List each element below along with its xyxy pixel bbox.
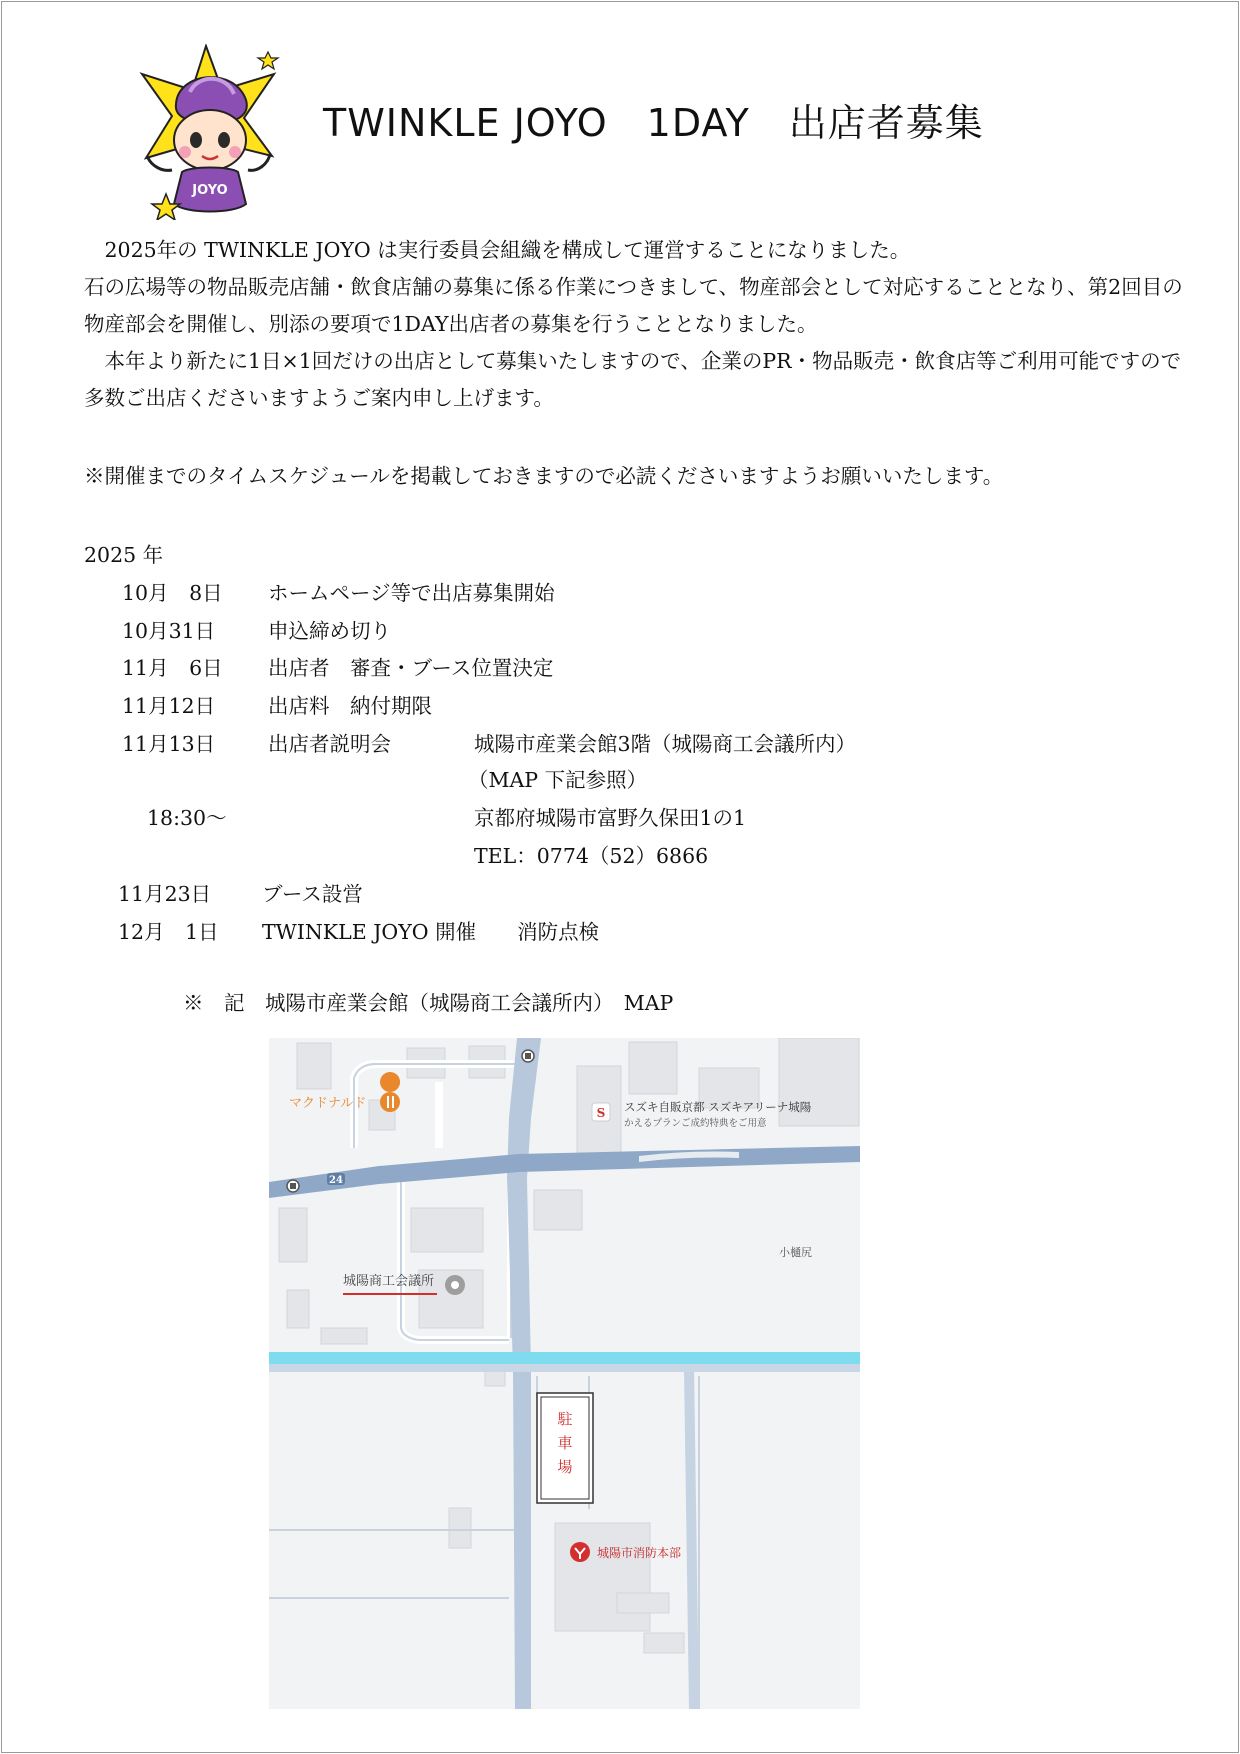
- mcdonalds-label: マクドナルド: [289, 1096, 367, 1111]
- schedule-note: ※開催までのタイムスケジュールを掲載しておきますので必読くださいますようお願いいたします。: [84, 464, 1004, 488]
- briefing-venue: 城陽市産業会館3階（城陽商工会議所内）: [474, 732, 857, 756]
- schedule-event-4: 出店料 納付期限: [268, 694, 432, 718]
- parking-char-1: 駐: [557, 1410, 573, 1428]
- bus-stop-icon: [287, 1180, 299, 1192]
- schedule-year: 2025 年: [84, 543, 164, 567]
- schedule-event-2: 申込締め切り: [268, 619, 391, 643]
- schedule-date-7: 12月 1日: [118, 920, 219, 944]
- schedule-event-6: ブース設営: [262, 882, 363, 906]
- intro-paragraph-3: 本年より新たに1日×1回だけの出店として募集いたしますので、企業のPR・物品販売・飲食店等ご利用可能ですので多数ご出店くださいますようご案内申し上げます。: [84, 349, 1182, 410]
- page-title: TWINKLE JOYO 1DAY 出店者募集: [323, 101, 984, 145]
- fire-department-label: 城陽市消防本部: [597, 1546, 682, 1560]
- schedule-event-5: 出店者説明会: [268, 732, 391, 756]
- fire-department-icon: [570, 1542, 590, 1562]
- schedule-event-1: ホームページ等で出店募集開始: [268, 581, 555, 605]
- briefing-time: 18:30～: [147, 806, 227, 830]
- district-label: 小樋尻: [779, 1246, 812, 1259]
- schedule-date-4: 11月12日: [122, 694, 216, 718]
- suzuki-label: スズキ自販京都 スズキアリーナ城陽: [624, 1100, 812, 1114]
- suzuki-sublabel: かえるプランご成約特典をご用意: [624, 1118, 767, 1129]
- intro-paragraph-1: 2025年の TWINKLE JOYO は実行委員会組織を構成して運営することになりました。: [84, 238, 911, 262]
- parking-char-2: 車: [557, 1434, 573, 1452]
- mascot-logo-text: JOYO: [192, 183, 228, 198]
- route-number: 24: [329, 1175, 343, 1186]
- schedule-date-5: 11月13日: [122, 732, 216, 756]
- intro-text: [84, 232, 1184, 417]
- svg-text:S: S: [596, 1106, 606, 1120]
- chamber-location-pin-icon: [445, 1275, 465, 1295]
- briefing-tel: TEL：0774（52）6866: [474, 844, 709, 868]
- suzuki-shop-icon: [592, 1103, 610, 1121]
- map-caption: ※ 記 城陽市産業会館（城陽商工会議所内） MAP: [183, 991, 674, 1015]
- schedule-event-7: TWINKLE JOYO 開催 消防点検: [262, 920, 600, 944]
- schedule-date-6: 11月23日: [118, 882, 212, 906]
- chamber-label: 城陽商工会議所: [343, 1274, 435, 1289]
- briefing-map-ref: （MAP 下記参照）: [468, 768, 648, 792]
- venue-map: [269, 1038, 860, 1709]
- briefing-address: 京都府城陽市富野久保田1の1: [474, 806, 747, 830]
- intro-paragraph-2: 石の広場等の物品販売店舗・飲食店舗の募集に係る作業につきまして、物産部会として対応することとなり、第2回目の物産部会を開催し、別添の要項で1DAY出店者の募集を行うこととなりました。: [84, 275, 1183, 336]
- bus-stop-icon: [522, 1050, 534, 1062]
- schedule-date-2: 10月31日: [122, 619, 216, 643]
- schedule-date-3: 11月 6日: [122, 656, 223, 680]
- schedule-event-3: 出店者 審査・ブース位置決定: [268, 656, 554, 680]
- joyo-mascot-logo: [138, 44, 290, 220]
- schedule-date-1: 10月 8日: [122, 581, 223, 605]
- parking-char-3: 場: [557, 1458, 573, 1476]
